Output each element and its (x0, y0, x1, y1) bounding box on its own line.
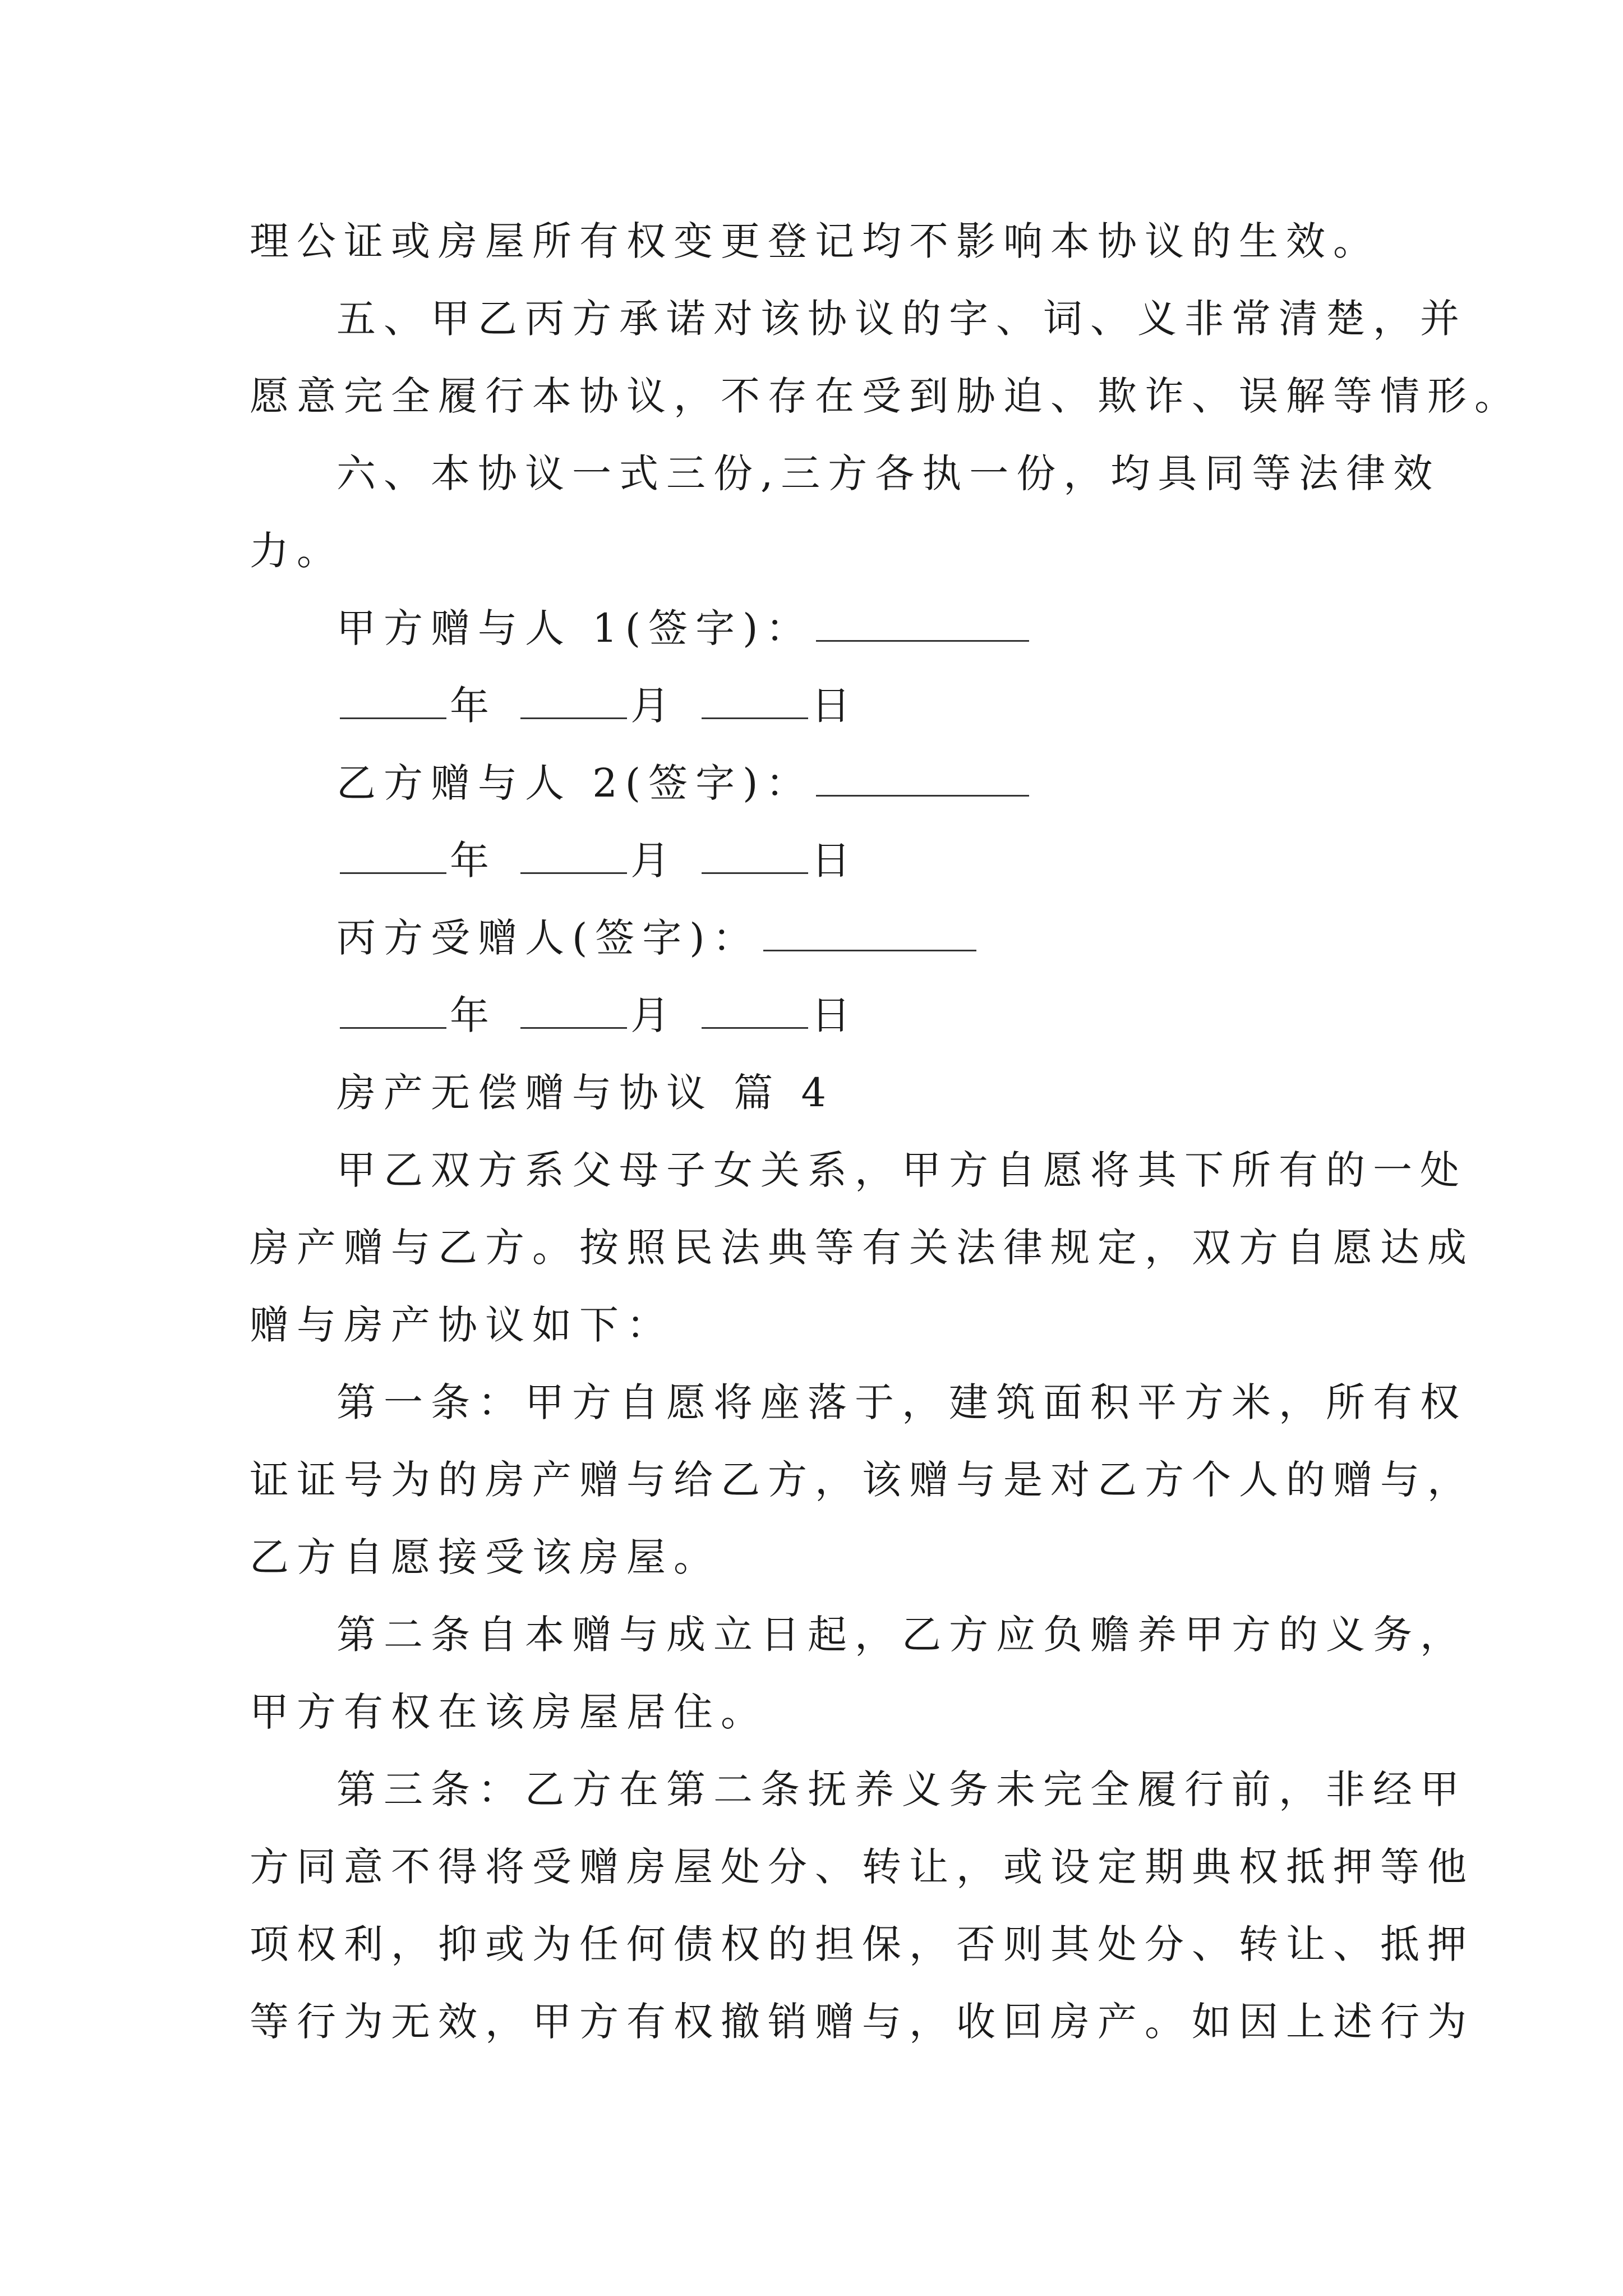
day-label: 日 (811, 992, 859, 1038)
signature-blank (816, 756, 1029, 797)
day-blank (702, 833, 808, 874)
day-label: 日 (811, 683, 859, 729)
text-line: 房产赠与乙方。按照民法典等有关法律规定，双方自愿达成 (250, 1225, 1474, 1271)
day-blank (702, 678, 808, 719)
text-line: 第一条：甲方自愿将座落于，建筑面积平方米，所有权 (336, 1379, 1467, 1425)
date-line (336, 982, 859, 1049)
month-label: 月 (630, 992, 678, 1038)
signature-line (336, 749, 1032, 817)
text-line: 理公证或房屋所有权变更登记均不影响本协议的生效。 (250, 218, 1380, 264)
month-blank (520, 678, 627, 719)
month-label: 月 (630, 683, 678, 729)
text-line: 六、本协议一式三份,三方各执一份，均具同等法律效 (336, 450, 1441, 496)
date-line (336, 672, 859, 739)
text-line: 乙方自愿接受该房屋。 (250, 1534, 721, 1580)
text-line: 项权利，抑或为任何债权的担保，否则其处分、转让、抵押 (250, 1921, 1474, 1967)
month-label: 月 (630, 838, 678, 884)
signature-label: 甲方赠与人 1(签字)： (336, 605, 813, 651)
signature-blank (763, 910, 976, 951)
text-line: 甲乙双方系父母子女关系，甲方自愿将其下所有的一处 (336, 1147, 1467, 1193)
text-line: 第二条自本赠与成立日起，乙方应负赡养甲方的义务， (336, 1612, 1467, 1658)
signature-label: 乙方赠与人 2(签字)： (336, 760, 813, 806)
text-line: 证证号为的房产赠与给乙方，该赠与是对乙方个人的赠与， (250, 1457, 1474, 1503)
year-blank (340, 678, 446, 719)
year-label: 年 (450, 838, 497, 884)
text-line: 愿意完全履行本协议，不存在受到胁迫、欺诈、误解等情形。 (250, 373, 1521, 419)
signature-line (336, 904, 980, 972)
year-label: 年 (450, 683, 497, 729)
signature-blank (816, 601, 1029, 642)
day-label: 日 (811, 838, 859, 884)
date-line (336, 827, 859, 894)
text-line: 赠与房产协议如下： (250, 1302, 674, 1348)
text-line: 甲方有权在该房屋居住。 (250, 1689, 768, 1735)
year-blank (340, 988, 446, 1029)
month-blank (520, 833, 627, 874)
day-blank (702, 988, 808, 1029)
text-line: 第三条：乙方在第二条抚养义务未完全履行前，非经甲 (336, 1766, 1467, 1812)
year-label: 年 (450, 992, 497, 1038)
text-line: 力。 (250, 528, 344, 574)
text-line: 等行为无效，甲方有权撤销赠与，收回房产。如因上述行为 (250, 1999, 1474, 2045)
signature-label: 丙方受赠人(签字)： (336, 915, 760, 961)
year-blank (340, 833, 446, 874)
month-blank (520, 988, 627, 1029)
text-line: 方同意不得将受赠房屋处分、转让，或设定期典权抵押等他 (250, 1844, 1474, 1890)
signature-line (336, 595, 1032, 662)
section-heading: 房产无偿赠与协议 篇 4 (336, 1070, 834, 1116)
text-line: 五、甲乙丙方承诺对该协议的字、词、义非常清楚，并 (336, 296, 1467, 342)
